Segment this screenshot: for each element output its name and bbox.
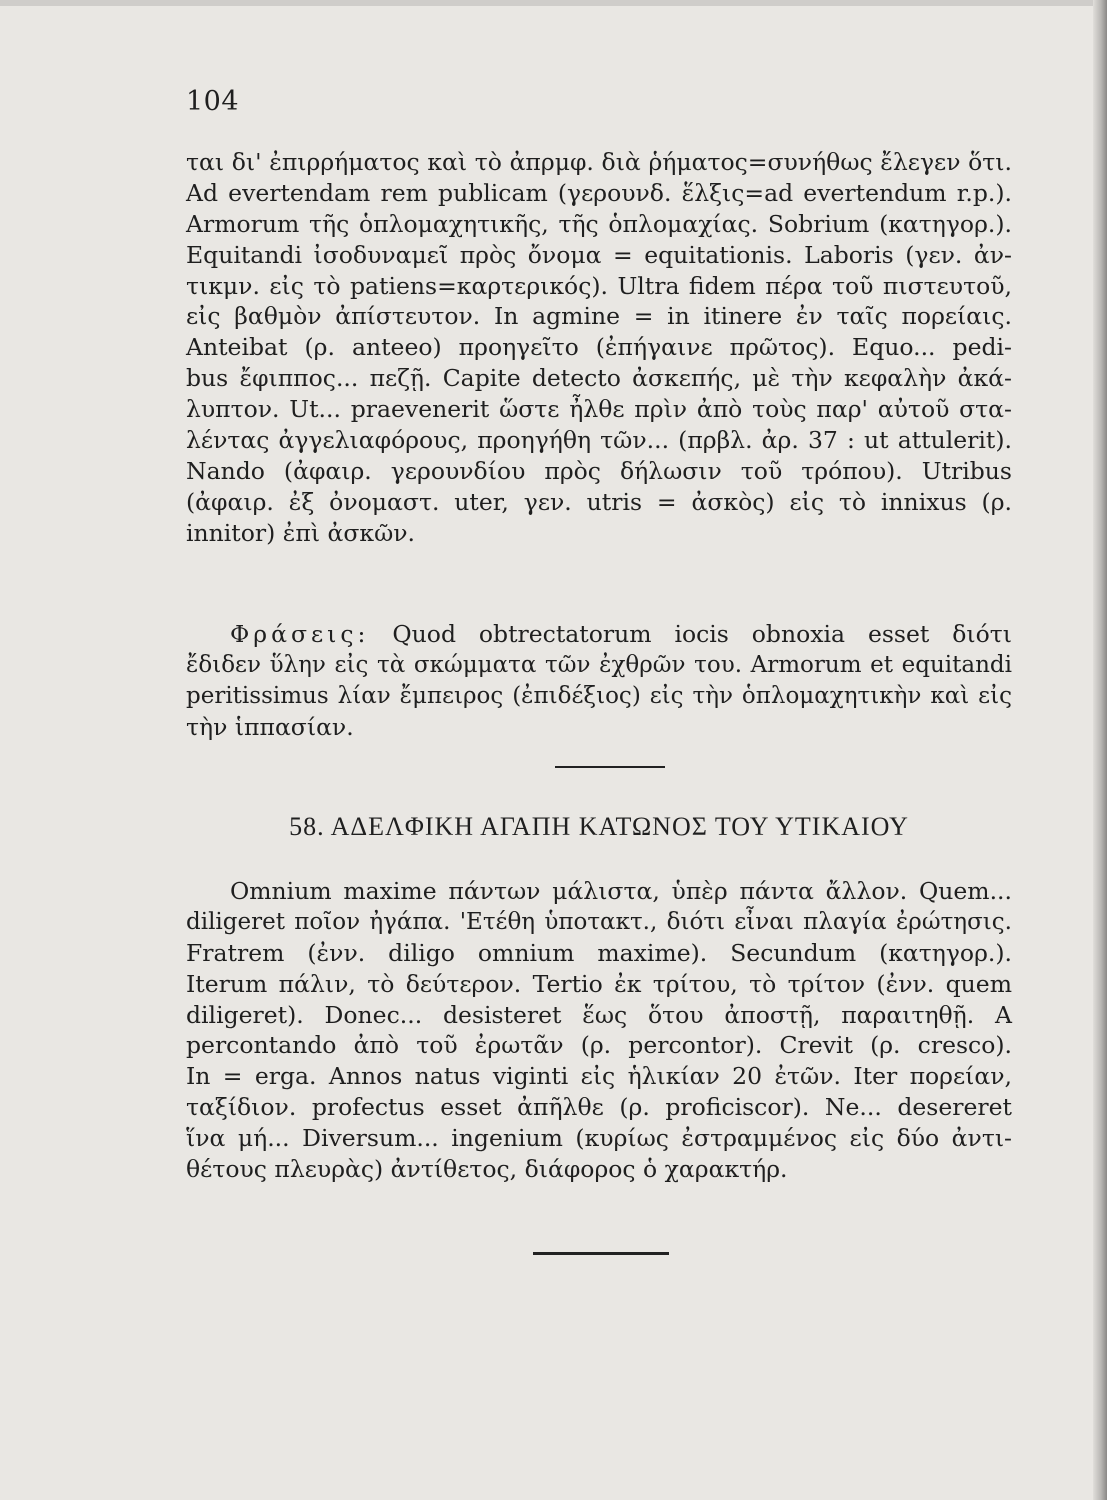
text-line: bus ἔφιππος... πεζῇ. Capite detecto ἀσκεπής, μὲ τὴν κεφαλὴν ἀκά- xyxy=(186,364,1012,393)
text-line: diligeret). Donec... desisteret ἕως ὅτου ἀποστῇ, παραιτηθῇ. A xyxy=(186,1000,1012,1029)
end-rule xyxy=(533,1252,669,1255)
text-line: (ἀφαιρ. ἐξ ὀνομαστ. uter, γεν. utris = ἀσκὸς) εἰς τὸ innixus (ρ. xyxy=(186,487,1012,516)
scan-top-edge xyxy=(0,0,1107,6)
text-line: peritissimus λίαν ἔμπειρος (ἐπιδέξιος) εἰς τὴν ὁπλομαχητικὴν καὶ εἰς xyxy=(186,682,1012,709)
text-line: Ad evertendam rem publicam (γερουνδ. ἕλξις=ad evertendum r.p.). xyxy=(186,178,1012,207)
text-line: Anteibat (ρ. anteeo) προηγεῖτο (ἐπήγαινε πρῶτος). Equo... pedi- xyxy=(186,333,1012,362)
phrases-first-line xyxy=(186,619,1012,650)
text-line: θέτους πλευρὰς) ἀντίθετος, διάφορος ὁ χαρακτήρ. xyxy=(186,1155,788,1184)
text-line: Armorum τῆς ὁπλομαχητικῆς, τῆς ὁπλομαχίας. Sobrium (κατηγορ.). xyxy=(186,209,1012,238)
text-line: λυπτον. Ut... praevenerit ὥστε ἦλθε πρὶν ἀπὸ τοὺς παρ' αὐτοῦ στα- xyxy=(186,395,1012,424)
phrases-first-line-text: Quod obtrectatorum iocis obnoxia esset διότι xyxy=(392,620,1012,648)
text-line: innitor) ἐπὶ ἀσκῶν. xyxy=(186,518,416,547)
text-line: In = erga. Annos natus viginti εἰς ἡλικίαν 20 ἐτῶν. Iter πορείαν, xyxy=(186,1062,1012,1091)
text-line: percontando ἀπὸ τοῦ ἐρωτᾶν (ρ. percontor). Crevit (ρ. cresco). xyxy=(186,1031,1012,1060)
text-line: Iterum πάλιν, τὸ δεύτερον. Tertio ἐκ τρίτου, τὸ τρίτον (ἐνν. quem xyxy=(186,969,1012,998)
text-line: ἵνα μή... Diversum... ingenium (κυρίως ἐστραμμένος εἰς δύο ἀντι- xyxy=(186,1124,1012,1153)
text-line: Fratrem (ἐνν. diligo omnium maxime). Secundum (κατηγορ.). xyxy=(186,938,1012,967)
scan-right-edge xyxy=(1093,0,1107,1500)
text-line: Nando (ἀφαιρ. γερουνδίου πρὸς δήλωσιν τοῦ τρόπου). Utribus xyxy=(186,456,1012,485)
phrases-label: Φράσεις: xyxy=(230,620,370,648)
separator-rule xyxy=(555,766,665,768)
text-line: Omnium maxime πάντων μάλιστα, ὑπὲρ πάντα ἄλλον. Quem... xyxy=(230,877,1012,905)
text-line: λέντας ἀγγελιαφόρους, προηγήθη τῶν... (πρβλ. ἀρ. 37 : ut attulerit). xyxy=(186,426,1012,455)
text-line: ται δι' ἐπιρρήματος καὶ τὸ ἀπρμφ. διὰ ῥήματος=συνήθως ἔλεγεν ὅτι. xyxy=(186,148,1012,176)
phrases-paragraph xyxy=(186,619,1012,743)
page-number: 104 xyxy=(186,86,240,117)
section-paragraph xyxy=(186,876,1012,1185)
notes-paragraph xyxy=(186,147,1012,549)
section-heading: 58. ΑΔΕΛΦΙΚΗ ΑΓΑΠΗ ΚΑΤΩΝΟΣ ΤΟΥ ΥΤΙΚΑΙΟΥ xyxy=(289,812,909,841)
text-line: Equitandi ἰσοδυναμεῖ πρὸς ὄνομα = equitationis. Laboris (γεν. ἀν- xyxy=(186,240,1012,269)
text-line: diligeret ποῖον ἠγάπα. 'Ετέθη ὑποτακτ., διότι εἶναι πλαγία ἐρώτησις. xyxy=(186,908,1012,935)
text-line: ἔδιδεν ὕλην εἰς τὰ σκώμματα τῶν ἐχθρῶν του. Armorum et equitandi xyxy=(186,651,1012,678)
text-line: ταξίδιον. profectus esset ἀπῆλθε (ρ. proficiscor). Ne... desereret xyxy=(186,1093,1012,1122)
text-line: εἰς βαθμὸν ἀπίστευτον. In agmine = in itinere ἐν ταῖς πορείαις. xyxy=(186,302,1012,331)
text-line: τικμν. εἰς τὸ patiens=καρτερικός). Ultra fidem πέρα τοῦ πιστευτοῦ, xyxy=(186,271,1012,300)
text-line: τὴν ἱππασίαν. xyxy=(186,712,354,741)
